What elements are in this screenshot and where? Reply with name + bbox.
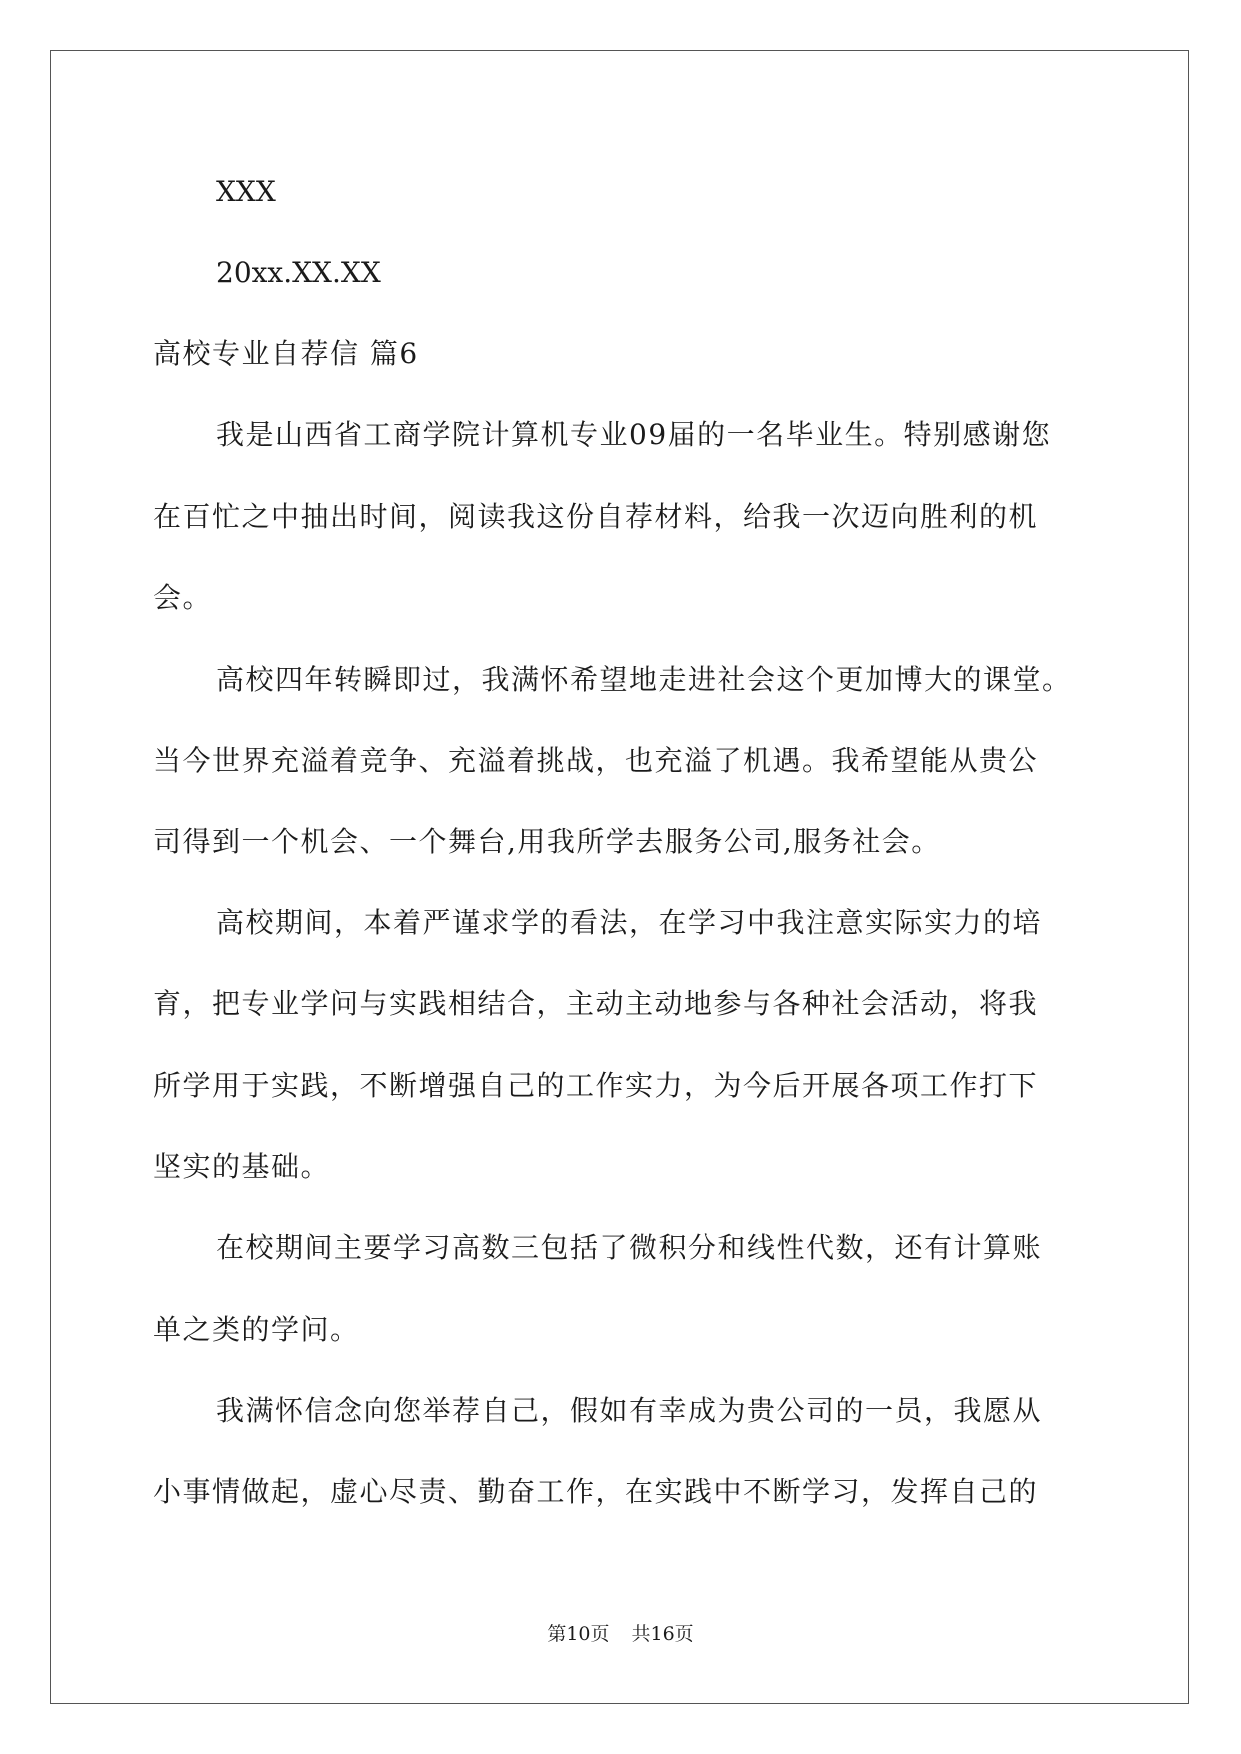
paragraph-line: 司得到一个机会、一个舞台,用我所学去服务公司,服务社会。 [153, 825, 941, 858]
paragraph-line: 所学用于实践，不断增强自己的工作实力，为今后开展各项工作打下 [153, 1069, 1039, 1102]
signature-name: XXX [216, 175, 276, 208]
paragraph-line: 当今世界充溢着竞争、充溢着挑战，也充溢了机遇。我希望能从贵公 [153, 744, 1039, 777]
paragraph-line: 坚实的基础。 [153, 1150, 331, 1183]
paragraph-line: 高校期间，本着严谨求学的看法，在学习中我注意实际实力的培 [216, 906, 1043, 939]
paragraph-line: 单之类的学问。 [153, 1313, 360, 1346]
page-border [50, 50, 1189, 1704]
paragraph-line: 在百忙之中抽出时间，阅读我这份自荐材料，给我一次迈向胜利的机 [153, 500, 1039, 533]
paragraph-line: 小事情做起，虚心尽责、勤奋工作，在实践中不断学习，发挥自己的 [153, 1475, 1039, 1508]
paragraph-line: 育，把专业学问与实践相结合，主动主动地参与各种社会活动，将我 [153, 987, 1039, 1020]
section-heading: 高校专业自荐信 篇6 [153, 337, 419, 370]
signature-date: 20xx.XX.XX [216, 256, 381, 289]
page-footer [0, 1622, 1241, 1646]
paragraph-line: 我是山西省工商学院计算机专业09届的一名毕业生。特别感谢您 [216, 418, 1052, 451]
paragraph-line: 在校期间主要学习高数三包括了微积分和线性代数，还有计算账 [216, 1231, 1043, 1264]
paragraph-line: 高校四年转瞬即过，我满怀希望地走进社会这个更加博大的课堂。 [216, 663, 1072, 696]
paragraph-line: 我满怀信念向您举荐自己，假如有幸成为贵公司的一员，我愿从 [216, 1394, 1043, 1427]
page-total: 共16页 [631, 1623, 694, 1645]
paragraph-line: 会。 [153, 581, 213, 614]
page-number: 第10页 [547, 1623, 610, 1645]
